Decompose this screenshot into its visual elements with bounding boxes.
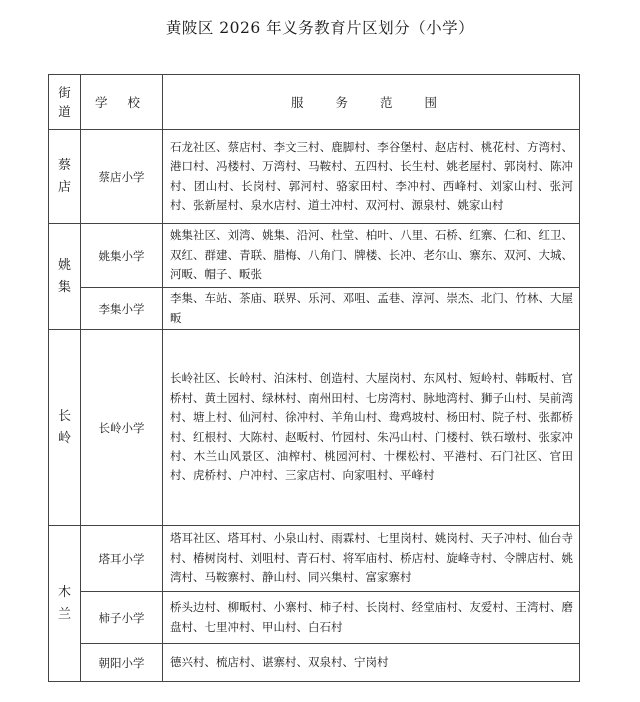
header-street <box>49 75 81 130</box>
service-range: 桥头边村、柳畈村、小寨村、柿子村、长岗村、经堂庙村、友爱村、王湾村、磨盘村、七里冲村、甲山村、白石村 <box>163 592 580 644</box>
header-street-char-1: 街 <box>58 85 71 100</box>
header-street-char-2: 道 <box>58 104 71 119</box>
school-name: 塔耳小学 <box>81 526 163 592</box>
street-char: 店 <box>57 179 71 195</box>
service-range: 李集、车站、茶庙、联界、乐河、邓咀、孟巷、淳河、崇杰、北门、竹林、大屋畈 <box>163 288 580 330</box>
service-range: 姚集社区、刘湾、姚集、沿河、杜堂、柏叶、八里、石桥、红寨、仁和、红卫、双红、群建、青联、腊梅、八角门、牌楼、长冲、老尔山、寨东、双河、大城、河畈、帽子、畈张 <box>163 224 580 288</box>
street-changling <box>49 330 81 526</box>
table-row <box>49 288 580 330</box>
service-range: 塔耳社区、塔耳村、小泉山村、雨霖村、七里岗村、姚岗村、天子冲村、仙台寺村、椿树岗村、刘咀村、青石村、将军庙村、桥店村、旋峰寺村、令牌店村、姚湾村、马鞍寨村、静山村、同兴集村、富家寨村 <box>163 526 580 592</box>
table-row <box>49 644 580 682</box>
table-row <box>49 224 580 288</box>
street-mulan <box>49 526 81 682</box>
street-char: 兰 <box>57 606 71 622</box>
table-row <box>49 526 580 592</box>
table-header-row <box>49 75 580 130</box>
street-char: 蔡 <box>57 157 71 173</box>
street-char: 岭 <box>57 430 71 446</box>
school-name: 柿子小学 <box>81 592 163 644</box>
district-table <box>48 74 580 682</box>
street-yaoji <box>49 224 81 330</box>
school-name: 姚集小学 <box>81 224 163 288</box>
school-name: 朝阳小学 <box>81 644 163 682</box>
school-name: 李集小学 <box>81 288 163 330</box>
street-caidian <box>49 130 81 224</box>
street-char: 集 <box>57 279 71 295</box>
service-range: 石龙社区、蔡店村、李文三村、鹿脚村、李谷堡村、赵店村、桃花村、方湾村、港口村、冯楼村、万湾村、马鞍村、五四村、长生村、姚老屋村、郭岗村、陈冲村、团山村、长岗村、郭河村、骆家田村、李冲村、西峰村、刘家山村、张河村、张新屋村、泉水店村、道士冲村、双河村、源泉村、姚家山村 <box>163 130 580 224</box>
street-char: 木 <box>57 584 71 600</box>
header-school: 学 校 <box>81 75 163 130</box>
header-range: 服 务 范 围 <box>163 75 580 130</box>
street-char: 姚 <box>57 257 71 273</box>
page-title: 黄陂区 2026 年义务教育片区划分（小学） <box>165 19 475 37</box>
service-range: 长岭社区、长岭村、泊沫村、创造村、大屋岗村、东风村、短岭村、韩畈村、官桥村、黄土园村、绿林村、南州田村、七房湾村、脉地湾村、狮子山村、吴前湾村、塘上村、仙河村、徐冲村、羊角山村、鸯鸡坡村、杨田村、院子村、张都桥村、红根村、大陈村、赵畈村、竹园村、朱冯山村、门楼村、铁石墩村、张家冲村、木兰山风景区、油榨村、桃园河村、十棵松村、平港村、石门社区、官田村、虎桥村、户冲村、三家店村、向家咀村、平峰村 <box>163 330 580 526</box>
table-row <box>49 130 580 224</box>
service-range: 德兴村、梳店村、谌寨村、双泉村、宁岗村 <box>163 644 580 682</box>
street-char: 长 <box>57 408 71 424</box>
school-name: 长岭小学 <box>81 330 163 526</box>
school-name: 蔡店小学 <box>81 130 163 224</box>
table-row <box>49 330 580 526</box>
table-row <box>49 592 580 644</box>
